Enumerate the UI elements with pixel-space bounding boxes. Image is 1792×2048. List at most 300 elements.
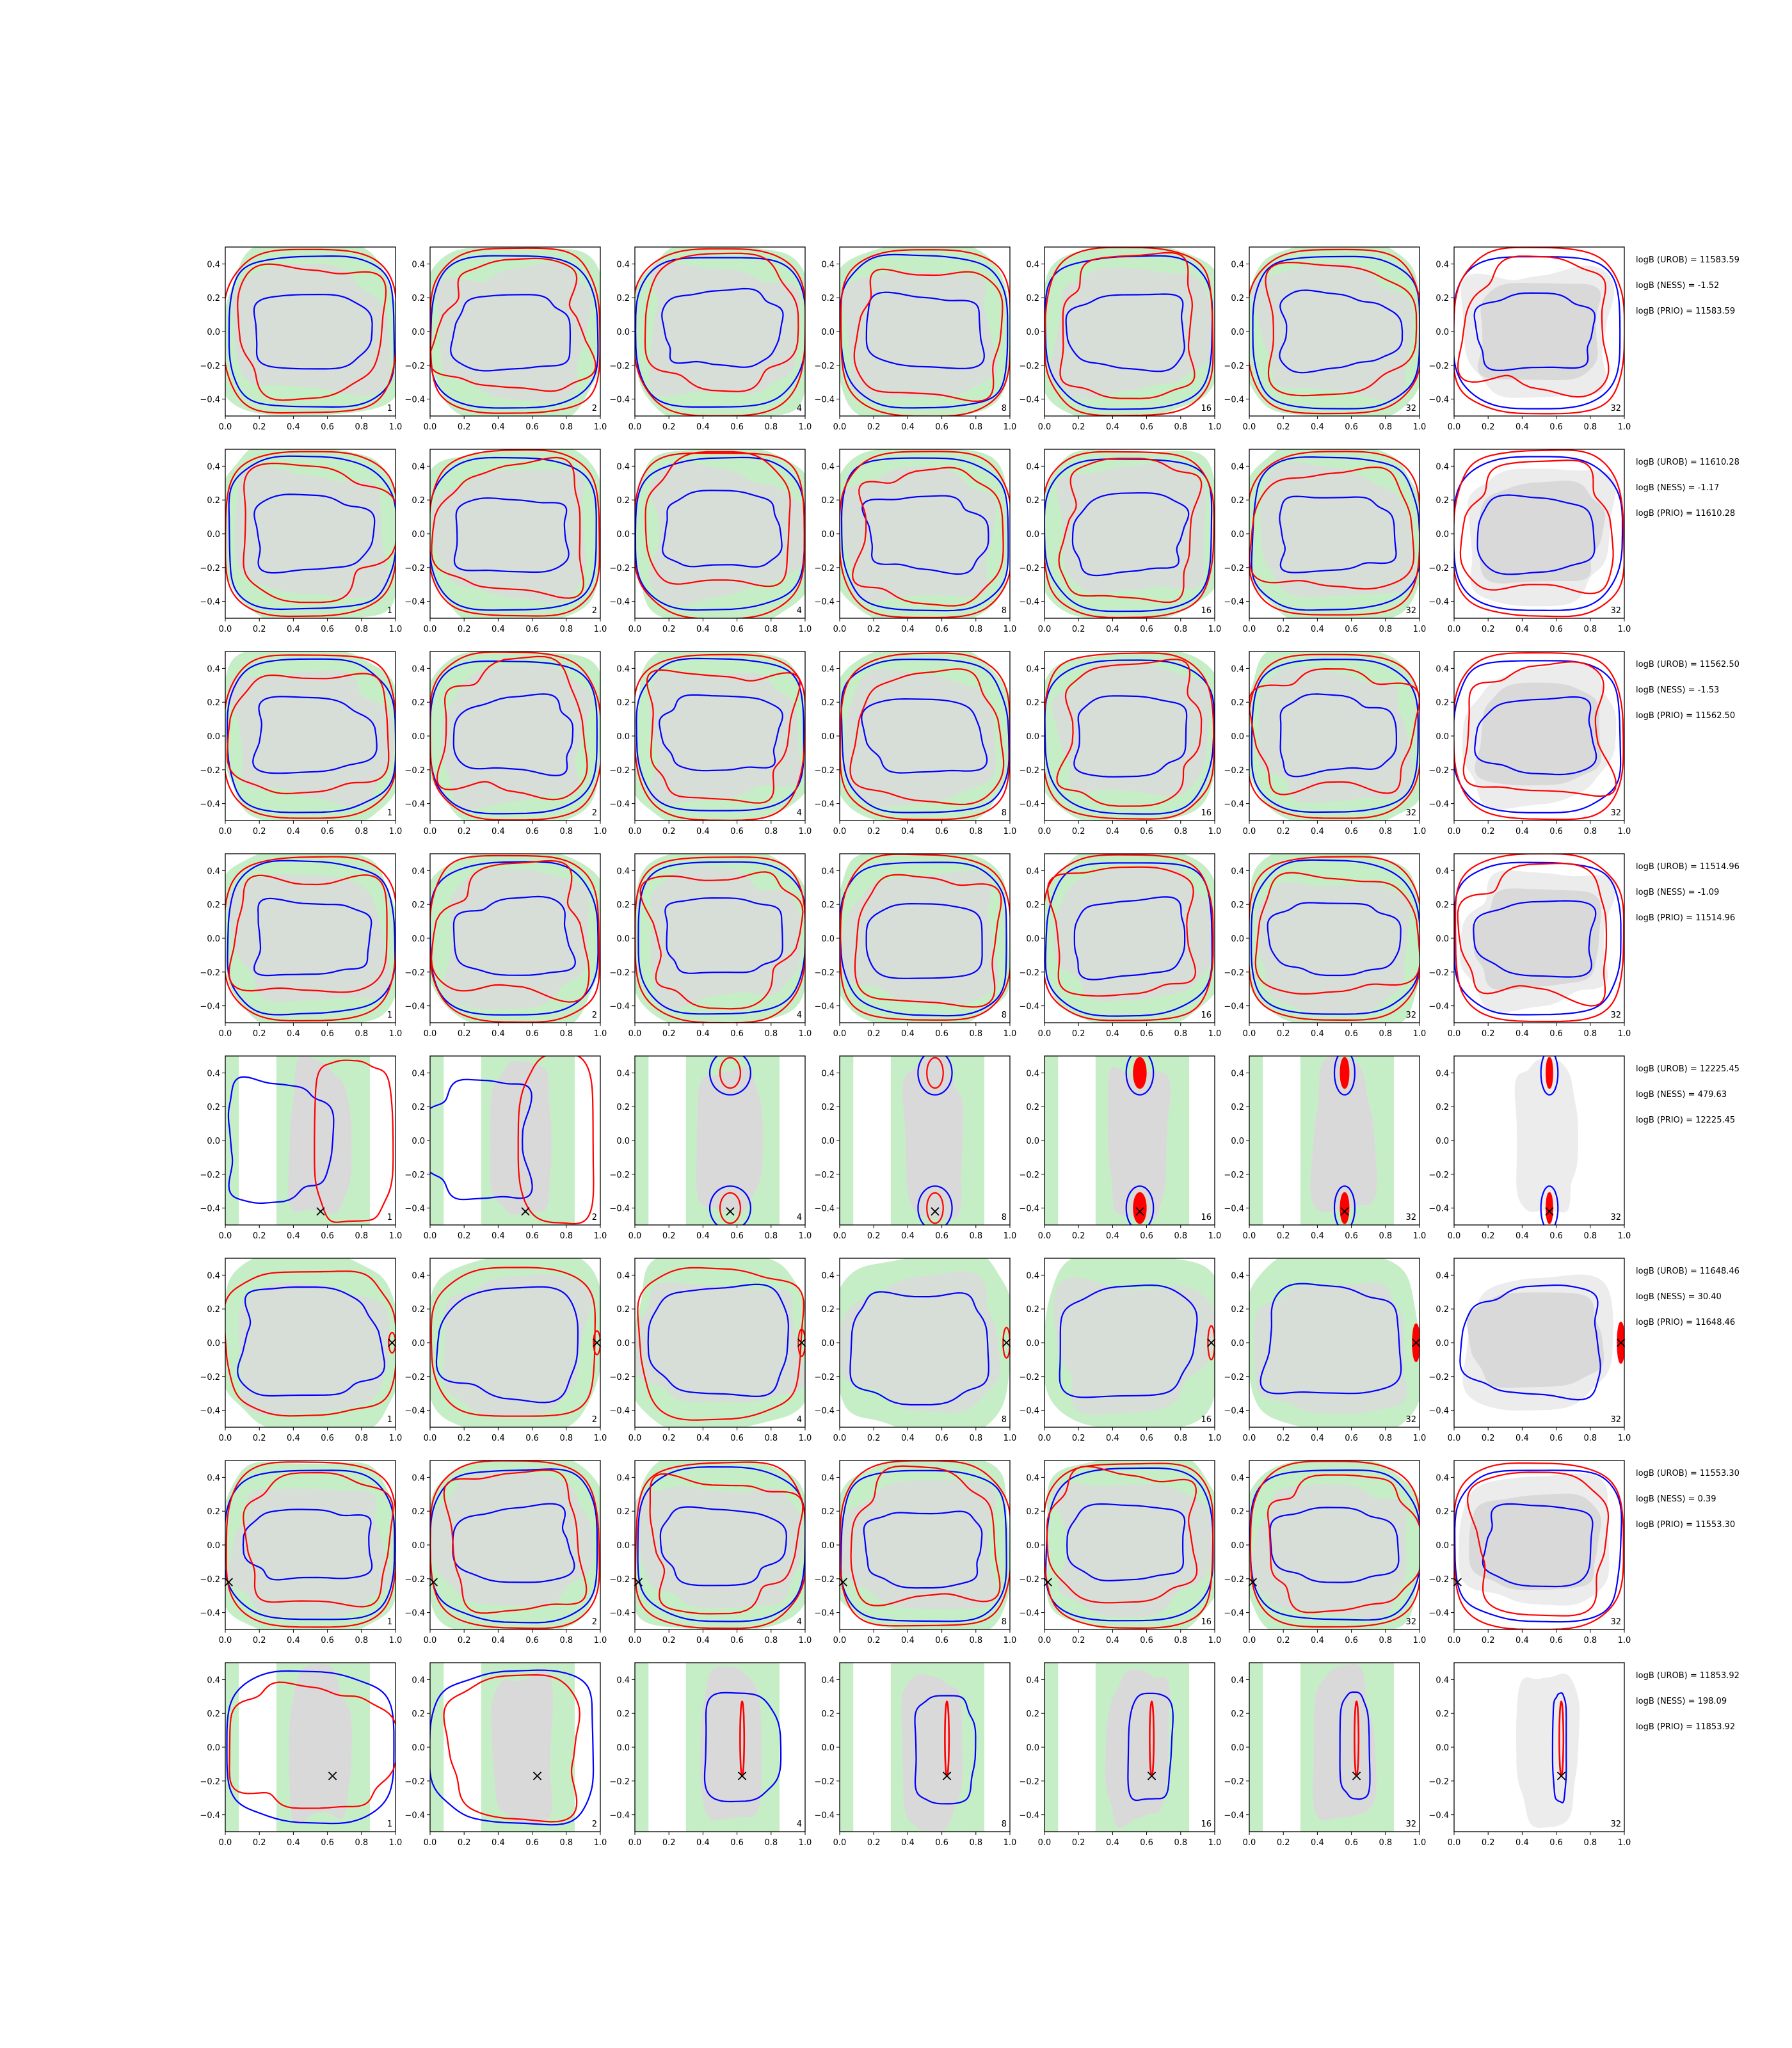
y-tick-label: −0.4: [404, 799, 425, 810]
y-tick-label: −0.4: [1428, 799, 1449, 810]
x-tick-label: 0.6: [935, 1838, 948, 1848]
y-tick-label: 0.2: [616, 900, 630, 911]
panel-r3-c5: [1019, 651, 1221, 836]
x-tick-label: 0.8: [764, 1231, 778, 1241]
stat-label-3: logB (PRIO) = 11562.50: [1636, 711, 1736, 721]
y-tick-label: −0.2: [609, 1574, 630, 1585]
x-tick-label: 0.6: [321, 1838, 334, 1848]
y-tick-label: −0.2: [404, 968, 425, 978]
y-tick-label: −0.4: [404, 1002, 425, 1012]
x-tick-label: 0.2: [1071, 1838, 1085, 1848]
panel-number: 1: [387, 808, 392, 818]
x-tick-label: 0.4: [1106, 625, 1119, 634]
panel-number: 1: [387, 1820, 392, 1829]
x-tick-label: 0.4: [287, 1434, 300, 1443]
y-tick-label: 0.0: [1026, 1541, 1039, 1551]
x-tick-label: 0.8: [1379, 1231, 1393, 1241]
panel-r6-c7: [1428, 1258, 1631, 1443]
x-tick-label: 0.8: [559, 625, 573, 634]
x-tick-label: 1.0: [1003, 625, 1017, 634]
y-tick-label: 0.0: [1436, 1339, 1449, 1348]
y-tick-label: 0.4: [412, 462, 425, 472]
y-tick-label: 0.4: [1231, 260, 1244, 270]
gray-region: [228, 1489, 392, 1617]
stat-label-1: logB (UROB) = 11853.92: [1636, 1671, 1740, 1681]
y-tick-label: −0.2: [200, 968, 220, 978]
y-tick-label: −0.2: [404, 1777, 425, 1787]
x-tick-label: 0.8: [355, 827, 369, 836]
gray-region: [650, 671, 801, 804]
y-tick-label: 0.2: [1026, 294, 1039, 304]
y-tick-label: 0.0: [1436, 1743, 1449, 1753]
x-tick-label: 0.0: [423, 625, 437, 634]
x-tick-label: 0.6: [1549, 625, 1563, 634]
panel-r7-c7: [1428, 1460, 1631, 1645]
gray-core: [1478, 283, 1601, 380]
x-tick-label: 1.0: [388, 1029, 403, 1039]
panel-r2-c5: [1019, 449, 1221, 634]
panel-r7-c2: [404, 1455, 607, 1645]
panel-r6-c1: [200, 1250, 402, 1443]
x-tick-label: 0.8: [764, 422, 778, 432]
x-tick-label: 0.0: [1037, 1434, 1052, 1443]
x-tick-label: 0.4: [901, 827, 915, 836]
x-tick-label: 0.4: [1311, 1231, 1324, 1241]
x-tick-label: 0.4: [901, 1231, 915, 1241]
y-tick-label: −0.4: [1019, 1811, 1039, 1821]
y-tick-label: −0.2: [404, 1372, 425, 1382]
x-tick-label: 0.4: [901, 1029, 915, 1039]
x-tick-label: 0.6: [1345, 1434, 1358, 1443]
y-tick-label: −0.2: [814, 1574, 835, 1585]
x-tick-label: 0.8: [559, 1838, 573, 1848]
x-tick-label: 1.0: [1208, 422, 1222, 432]
x-tick-label: 0.4: [696, 1636, 710, 1645]
panel-number: 8: [1001, 808, 1007, 818]
panel-r1-c2: [404, 247, 607, 432]
panel-number: 32: [1610, 404, 1621, 413]
x-tick-label: 0.8: [1174, 1838, 1188, 1848]
gray-region: [842, 271, 998, 399]
panel-number: 2: [591, 808, 597, 818]
x-tick-label: 0.2: [457, 625, 471, 634]
x-tick-label: 0.4: [1516, 1029, 1529, 1039]
x-tick-label: 0.4: [901, 422, 915, 432]
y-tick-label: 0.4: [616, 1676, 630, 1686]
y-tick-label: −0.2: [200, 563, 220, 573]
y-tick-label: −0.4: [200, 1002, 220, 1012]
y-tick-label: 0.4: [207, 260, 220, 270]
x-tick-label: 1.0: [1617, 1434, 1631, 1443]
x-tick-label: 0.2: [662, 422, 676, 432]
x-tick-label: 0.4: [1106, 1029, 1119, 1039]
x-tick-label: 0.6: [1549, 1231, 1563, 1241]
x-tick-label: 1.0: [388, 1231, 403, 1241]
gray-region: [491, 1668, 553, 1825]
y-tick-label: 0.2: [1026, 496, 1039, 506]
y-tick-label: 0.4: [1026, 1473, 1039, 1484]
x-tick-label: 0.8: [764, 827, 778, 836]
y-tick-label: −0.2: [609, 1372, 630, 1382]
stat-label-2: logB (NESS) = 0.39: [1636, 1494, 1716, 1504]
x-tick-label: 0.2: [252, 1636, 266, 1645]
y-tick-label: 0.2: [1436, 698, 1449, 708]
x-tick-label: 0.8: [969, 1838, 983, 1848]
x-tick-label: 0.6: [730, 1029, 744, 1039]
y-tick-label: −0.4: [1224, 395, 1244, 405]
x-tick-label: 0.0: [1242, 1838, 1256, 1848]
x-tick-label: 0.8: [1174, 422, 1188, 432]
x-tick-label: 0.4: [287, 1838, 300, 1848]
x-tick-label: 0.2: [457, 422, 471, 432]
x-tick-label: 0.0: [1242, 625, 1256, 634]
x-tick-label: 1.0: [388, 1636, 403, 1645]
x-tick-label: 1.0: [593, 1231, 607, 1241]
y-tick-label: 0.0: [207, 530, 220, 540]
x-tick-label: 0.4: [696, 1029, 710, 1039]
y-tick-label: −0.4: [814, 1406, 835, 1416]
x-tick-label: 0.6: [1549, 1838, 1563, 1848]
x-tick-label: 0.6: [730, 422, 744, 432]
y-tick-label: −0.4: [200, 1811, 220, 1821]
y-tick-label: 0.2: [207, 294, 220, 304]
x-tick-label: 0.0: [218, 1029, 232, 1039]
panel-r4-c4: [814, 852, 1016, 1039]
x-tick-label: 1.0: [798, 422, 812, 432]
x-tick-label: 0.2: [1481, 625, 1495, 634]
y-tick-label: −0.2: [1428, 1574, 1449, 1585]
x-tick-label: 0.0: [1447, 1838, 1461, 1848]
gray-core: [1467, 1293, 1604, 1388]
x-tick-label: 0.4: [1106, 422, 1119, 432]
x-tick-label: 0.6: [1345, 1636, 1358, 1645]
x-tick-label: 1.0: [1208, 1434, 1222, 1443]
y-tick-label: −0.2: [1428, 1372, 1449, 1382]
x-tick-label: 0.0: [1447, 422, 1461, 432]
x-tick-label: 0.6: [321, 1434, 334, 1443]
x-tick-label: 0.6: [525, 422, 539, 432]
panel-r7-c4: [814, 1455, 1016, 1646]
x-tick-label: 0.4: [1516, 1231, 1529, 1241]
y-tick-label: 0.2: [616, 1507, 630, 1517]
panel-number: 4: [796, 1415, 802, 1425]
x-tick-label: 0.8: [1379, 1434, 1393, 1443]
y-tick-label: 0.2: [1026, 698, 1039, 708]
y-tick-label: −0.2: [814, 361, 835, 371]
x-tick-label: 0.4: [1516, 625, 1529, 634]
panel-r2-c7: [1428, 449, 1631, 634]
y-tick-label: 0.2: [207, 496, 220, 506]
x-tick-label: 0.6: [1345, 422, 1358, 432]
y-tick-label: −0.2: [609, 1170, 630, 1180]
x-tick-label: 0.2: [252, 1029, 266, 1039]
x-tick-label: 0.2: [1481, 1231, 1495, 1241]
x-tick-label: 0.4: [696, 1434, 710, 1443]
x-tick-label: 0.2: [457, 1838, 471, 1848]
x-tick-label: 0.0: [1037, 1231, 1052, 1241]
panel-number: 32: [1405, 1415, 1416, 1425]
y-tick-label: 0.2: [1436, 900, 1449, 911]
x-tick-label: 0.8: [969, 422, 983, 432]
x-tick-label: 0.0: [423, 422, 437, 432]
x-tick-label: 0.4: [1516, 1636, 1529, 1645]
x-tick-label: 0.0: [833, 1029, 847, 1039]
y-tick-label: −0.4: [814, 395, 835, 405]
y-tick-label: 0.0: [207, 1339, 220, 1348]
x-tick-label: 0.8: [969, 1029, 983, 1039]
x-tick-label: 0.0: [218, 625, 232, 634]
x-tick-label: 0.2: [457, 1231, 471, 1241]
y-tick-label: −0.2: [814, 765, 835, 776]
x-tick-label: 0.8: [969, 827, 983, 836]
y-tick-label: 0.0: [616, 530, 630, 540]
y-tick-label: 0.4: [1231, 1069, 1244, 1079]
x-tick-label: 0.0: [628, 1029, 642, 1039]
panel-number: 16: [1201, 808, 1212, 818]
y-tick-label: 0.0: [412, 1137, 425, 1146]
x-tick-label: 0.8: [559, 827, 573, 836]
panel-number: 8: [1001, 1617, 1007, 1627]
x-tick-label: 0.8: [1379, 625, 1393, 634]
x-tick-label: 0.0: [1242, 1434, 1256, 1443]
panel-r4-c2: [404, 851, 607, 1039]
y-tick-label: −0.2: [1224, 1170, 1244, 1180]
x-tick-label: 1.0: [1412, 827, 1427, 836]
panel-number: 1: [387, 1415, 392, 1425]
x-tick-label: 0.6: [1345, 1029, 1358, 1039]
x-tick-label: 0.2: [1071, 1434, 1085, 1443]
x-tick-label: 0.0: [1242, 827, 1256, 836]
y-tick-label: −0.4: [200, 1204, 220, 1214]
x-tick-label: 0.8: [1583, 625, 1597, 634]
panel-number: 32: [1405, 606, 1416, 616]
x-tick-label: 0.8: [1174, 827, 1188, 836]
y-tick-label: −0.4: [1019, 1608, 1039, 1619]
y-tick-label: 0.0: [1026, 934, 1039, 944]
y-tick-label: −0.2: [1019, 765, 1039, 776]
y-tick-label: −0.2: [200, 765, 220, 776]
y-tick-label: 0.0: [1231, 530, 1244, 540]
stat-label-1: logB (UROB) = 11562.50: [1636, 660, 1740, 669]
y-tick-label: 0.0: [207, 934, 220, 944]
y-tick-label: 0.0: [616, 934, 630, 944]
y-tick-label: −0.4: [1428, 597, 1449, 607]
y-tick-label: 0.4: [616, 867, 630, 877]
x-tick-label: 0.2: [662, 1029, 676, 1039]
panel-r3-c7: [1428, 652, 1631, 836]
y-tick-label: 0.2: [1026, 1507, 1039, 1517]
y-tick-label: 0.4: [1026, 867, 1039, 877]
y-tick-label: −0.2: [1428, 968, 1449, 978]
x-tick-label: 0.6: [1345, 1838, 1358, 1848]
x-tick-label: 0.2: [252, 1231, 266, 1241]
gray-region: [1251, 1484, 1406, 1619]
y-tick-label: 0.0: [1231, 328, 1244, 337]
x-tick-label: 0.2: [867, 1029, 881, 1039]
y-tick-label: 0.4: [1026, 664, 1039, 675]
x-tick-label: 0.2: [457, 1434, 471, 1443]
x-tick-label: 0.0: [1242, 1029, 1256, 1039]
x-tick-label: 0.6: [730, 625, 744, 634]
panel-r2-c3: [609, 448, 812, 634]
x-tick-label: 1.0: [1412, 1434, 1427, 1443]
y-tick-label: 0.0: [412, 1339, 425, 1348]
panel-r4-c1: [200, 849, 402, 1039]
x-tick-label: 0.2: [1276, 827, 1290, 836]
y-tick-label: −0.2: [1224, 1777, 1244, 1787]
panel-r4-c7: [1428, 854, 1631, 1039]
y-tick-label: −0.4: [200, 597, 220, 607]
y-tick-label: −0.4: [1428, 1608, 1449, 1619]
y-tick-label: −0.2: [1428, 1777, 1449, 1787]
x-tick-label: 0.0: [1037, 1636, 1052, 1645]
y-tick-label: −0.2: [609, 361, 630, 371]
y-tick-label: −0.2: [609, 765, 630, 776]
y-tick-label: 0.0: [821, 934, 835, 944]
y-tick-label: 0.2: [1436, 294, 1449, 304]
y-tick-label: 0.0: [412, 328, 425, 337]
x-tick-label: 0.4: [287, 422, 300, 432]
x-tick-label: 1.0: [1003, 1838, 1017, 1848]
panel-r7-c6: [1224, 1459, 1426, 1645]
y-tick-label: 0.4: [207, 462, 220, 472]
panel-r1-c7: [1428, 247, 1631, 432]
panel-number: 32: [1610, 808, 1621, 818]
x-tick-label: 0.6: [1549, 1636, 1563, 1645]
panel-number: 32: [1405, 1213, 1416, 1222]
y-tick-label: −0.4: [1224, 1002, 1244, 1012]
x-tick-label: 1.0: [1617, 1636, 1631, 1645]
x-tick-label: 0.0: [218, 1434, 232, 1443]
stat-label-2: logB (NESS) = -1.17: [1636, 483, 1720, 493]
x-tick-label: 0.2: [662, 1838, 676, 1848]
panel-r5-c7: [1428, 1051, 1631, 1241]
y-tick-label: −0.4: [200, 799, 220, 810]
x-tick-label: 0.6: [1140, 422, 1153, 432]
x-tick-label: 0.0: [833, 1636, 847, 1645]
x-tick-label: 0.2: [252, 422, 266, 432]
panel-r5-c1: [200, 1055, 402, 1242]
red-mode-2: [1546, 1193, 1553, 1224]
y-tick-label: 0.4: [207, 664, 220, 675]
x-tick-label: 0.8: [1583, 1434, 1597, 1443]
y-tick-label: 0.4: [412, 664, 425, 675]
x-tick-label: 0.8: [559, 1231, 573, 1241]
x-tick-label: 0.0: [1037, 422, 1052, 432]
stat-label-2: logB (NESS) = 479.63: [1636, 1090, 1727, 1100]
y-tick-label: 0.0: [1231, 1137, 1244, 1146]
x-tick-label: 0.2: [867, 1636, 881, 1645]
panel-r7-c3: [609, 1453, 812, 1645]
y-tick-label: 0.4: [1436, 260, 1449, 270]
panel-number: 4: [796, 1213, 802, 1222]
x-tick-label: 0.8: [355, 1636, 369, 1645]
x-tick-label: 0.8: [355, 1029, 369, 1039]
y-tick-label: 0.2: [616, 1103, 630, 1113]
x-tick-label: 0.6: [1549, 827, 1563, 836]
y-tick-label: 0.2: [1026, 1305, 1039, 1315]
y-tick-label: 0.4: [1026, 462, 1039, 472]
y-tick-label: −0.2: [814, 563, 835, 573]
y-tick-label: 0.2: [412, 294, 425, 304]
y-tick-label: 0.4: [412, 1069, 425, 1079]
panel-r4-c3: [609, 849, 812, 1039]
y-tick-label: −0.4: [1019, 799, 1039, 810]
x-tick-label: 0.4: [1106, 1838, 1119, 1848]
x-tick-label: 1.0: [1412, 625, 1427, 634]
y-tick-label: −0.2: [200, 1170, 220, 1180]
panel-number: 32: [1405, 1820, 1416, 1829]
y-tick-label: −0.2: [1224, 968, 1244, 978]
panel-r2-c2: [404, 445, 607, 634]
panel-r6-c5: [1019, 1254, 1221, 1443]
stat-label-3: logB (PRIO) = 11583.59: [1636, 307, 1736, 316]
x-tick-label: 1.0: [388, 422, 403, 432]
x-tick-label: 0.4: [696, 827, 710, 836]
y-tick-label: 0.4: [821, 1676, 835, 1686]
y-tick-label: −0.2: [200, 1574, 220, 1585]
stat-label-1: logB (UROB) = 11648.46: [1636, 1267, 1740, 1276]
green-edge: [430, 1056, 444, 1225]
x-tick-label: 0.6: [525, 1838, 539, 1848]
panel-r4-c6: [1224, 847, 1426, 1039]
panel-number: 4: [796, 808, 802, 818]
red-mode-1: [1341, 1058, 1349, 1089]
y-tick-label: −0.2: [404, 1170, 425, 1180]
panel-r5-c3: [609, 1051, 812, 1241]
y-tick-label: −0.4: [814, 1002, 835, 1012]
y-tick-label: 0.0: [412, 732, 425, 742]
y-tick-label: 0.2: [412, 900, 425, 911]
y-tick-label: 0.2: [207, 1305, 220, 1315]
x-tick-label: 0.8: [1583, 422, 1597, 432]
y-tick-label: 0.2: [412, 698, 425, 708]
y-tick-label: −0.2: [814, 1170, 835, 1180]
y-tick-label: −0.4: [1019, 1406, 1039, 1416]
x-tick-label: 0.4: [1516, 422, 1529, 432]
x-tick-label: 0.6: [1549, 1029, 1563, 1039]
panel-r5-c5: [1019, 1051, 1221, 1241]
x-tick-label: 0.4: [492, 1636, 505, 1645]
x-tick-label: 0.0: [1447, 625, 1461, 634]
x-tick-label: 0.2: [252, 1434, 266, 1443]
y-tick-label: 0.0: [412, 530, 425, 540]
x-tick-label: 1.0: [1617, 422, 1631, 432]
x-tick-label: 0.2: [1276, 1434, 1290, 1443]
y-tick-label: 0.4: [412, 260, 425, 270]
y-tick-label: 0.4: [821, 664, 835, 675]
stat-label-1: logB (UROB) = 11610.28: [1636, 458, 1740, 467]
x-tick-label: 0.0: [1242, 422, 1256, 432]
x-tick-label: 0.4: [492, 1838, 505, 1848]
panel-r5-c2: [404, 1053, 607, 1241]
panel-r4-c5: [1019, 846, 1223, 1039]
x-tick-label: 0.6: [730, 1636, 744, 1645]
x-tick-label: 1.0: [593, 1029, 607, 1039]
y-tick-label: −0.4: [404, 395, 425, 405]
stat-label-2: logB (NESS) = -1.52: [1636, 281, 1720, 291]
y-tick-label: −0.4: [609, 597, 630, 607]
x-tick-label: 0.4: [696, 422, 710, 432]
y-tick-label: 0.2: [207, 1507, 220, 1517]
x-tick-label: 0.8: [1379, 827, 1393, 836]
y-tick-label: −0.4: [814, 1608, 835, 1619]
x-tick-label: 0.6: [935, 1434, 948, 1443]
x-tick-label: 0.8: [764, 1838, 778, 1848]
panel-r5-c4: [814, 1051, 1016, 1241]
y-tick-label: 0.2: [1231, 1103, 1244, 1113]
y-tick-label: −0.4: [1428, 1204, 1449, 1214]
